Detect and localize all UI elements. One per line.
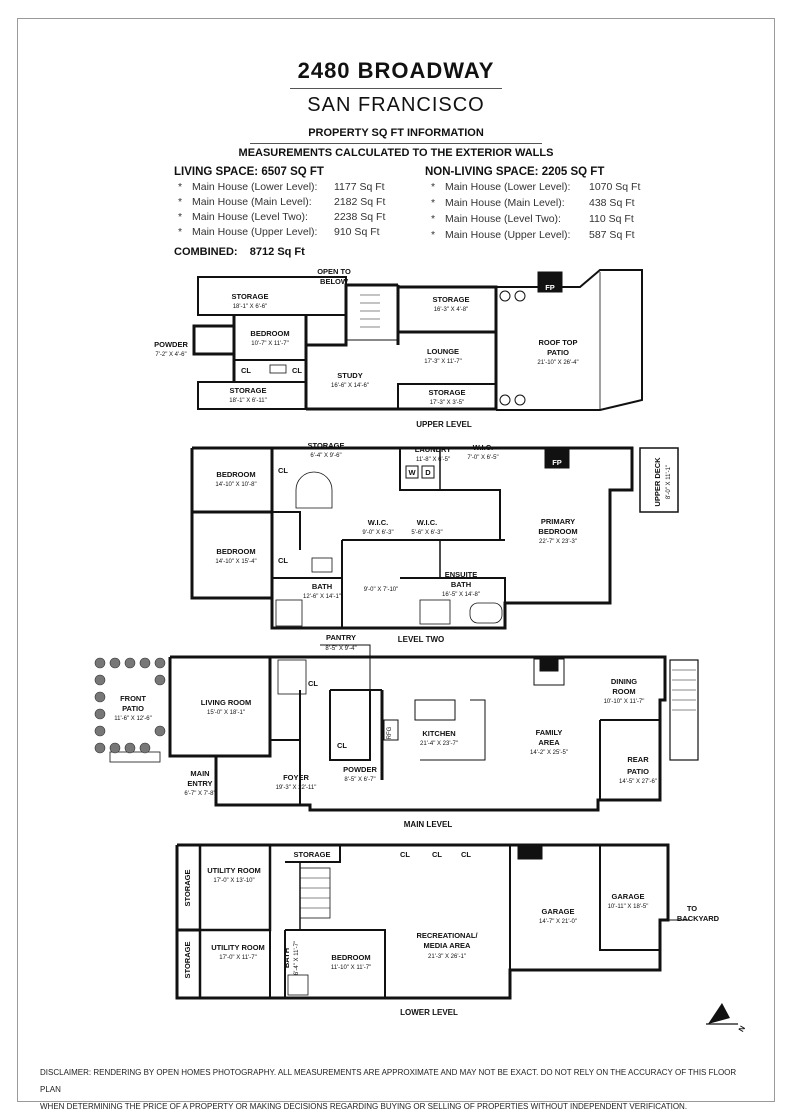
room-label: W.I.C. — [416, 518, 438, 527]
room-label: PANTRY — [326, 633, 356, 642]
room-label: ENSUITE — [444, 570, 478, 579]
room-label: ENTRY — [187, 779, 213, 788]
room-label: BATH — [282, 947, 291, 969]
living-row-value: 910 Sq Ft — [334, 226, 380, 238]
room-label: PATIO — [547, 348, 569, 357]
living-row-value: 2238 Sq Ft — [334, 211, 386, 223]
closet-label: CL — [278, 556, 288, 565]
closet-label: CL — [241, 366, 251, 375]
non-living-row-label: Main House (Main Level): — [445, 197, 565, 209]
room-label: POWDER — [154, 340, 188, 349]
living-row-value: 2182 Sq Ft — [334, 196, 386, 208]
room-label: W.I.C. — [367, 518, 389, 527]
room-dimensions: 17'-3" X 11'-7" — [424, 359, 462, 365]
disclaimer-line: WHEN DETERMINING THE PRICE OF A PROPERTY OR MAKING DECISIONS REGARDING BUYING OR SELLING OF PROPERTIES WITHOUT INDEPENDENT VERIFICATION. — [40, 1102, 688, 1111]
room-dimensions: 17'-3" X 3'-5" — [429, 400, 465, 406]
section-title: PROPERTY SQ FT INFORMATION — [308, 127, 484, 139]
level-two-plan — [192, 448, 678, 628]
room-label: LIVING ROOM — [200, 698, 252, 707]
room-label: GARAGE — [541, 907, 575, 916]
room-dimensions: 17'-0" X 11'-7" — [219, 955, 257, 961]
non-living-row-value: 438 Sq Ft — [589, 197, 635, 209]
room-dimensions: 8'-5" X 9'-4" — [325, 646, 357, 652]
room-dimensions: 8'-5" X 6'-7" — [344, 777, 376, 783]
room-dimensions: 22'-7" X 23'-3" — [539, 539, 577, 545]
room-label: FAMILY — [535, 728, 563, 737]
living-space-heading: LIVING SPACE: 6507 SQ FT — [174, 166, 324, 178]
bullet: * — [431, 181, 436, 193]
stair-outline — [278, 660, 306, 694]
room-label: BACKYARD — [676, 914, 720, 923]
room-label: FRONT — [120, 694, 146, 703]
level-label: UPPER LEVEL — [416, 420, 472, 429]
combined-value: 8712 Sq Ft — [249, 246, 305, 258]
room-dimensions: 11'-10" X 11'-7" — [330, 965, 372, 971]
room-dimensions: 21'-10" X 26'-4" — [537, 360, 579, 366]
non-living-row-label: Main House (Level Two): — [445, 213, 561, 225]
room-label: OPEN TO — [317, 267, 351, 276]
room-dimensions: 6'-4" X 9'-6" — [310, 453, 342, 459]
room-label: UTILITY ROOM — [207, 866, 261, 875]
room-label: AREA — [538, 738, 560, 747]
room-label: W.I.C. — [472, 443, 494, 452]
closet-label: CL — [461, 850, 471, 859]
room-dimensions: 16'-5" X 14'-8" — [442, 592, 480, 598]
room-dimensions: 12'-6" X 14'-1" — [303, 594, 341, 600]
room-label: FOYER — [283, 773, 309, 782]
room-label: DINING — [610, 677, 638, 686]
room-dimensions: 11'-6" X 12'-6" — [114, 716, 152, 722]
living-row-label: Main House (Upper Level): — [192, 226, 318, 238]
room-label: STORAGE — [307, 441, 345, 450]
room-dimensions: 14'-7" X 21'-0" — [539, 919, 577, 925]
dryer-label: D — [425, 468, 431, 477]
room-dimensions: 6'-7" X 7'-8" — [184, 791, 216, 797]
stair-outline — [300, 868, 330, 918]
fridge-label: RFG — [387, 726, 393, 740]
fireplace-label: FP — [552, 458, 562, 467]
room-label: MEDIA AREA — [423, 941, 471, 950]
bullet: * — [178, 211, 183, 223]
room-dimensions: 16'-6" X 14'-6" — [331, 383, 369, 389]
shower-icon — [276, 600, 302, 626]
closet-label: CL — [308, 679, 318, 688]
living-row-label: Main House (Lower Level): — [192, 181, 318, 193]
room-label: KITCHEN — [422, 729, 456, 738]
room-dimensions: 14'-5" X 27'-6" — [619, 779, 657, 785]
room-label: BEDROOM — [250, 329, 290, 338]
disclaimer — [40, 1064, 755, 1115]
room-dimensions: 19'-3" X 22'-11" — [275, 785, 317, 791]
washer-label: W — [408, 468, 416, 477]
room-label: TO — [686, 904, 698, 913]
room-label: STORAGE — [231, 292, 269, 301]
closet-label: CL — [432, 850, 442, 859]
room-dimensions: 9'-0" X 6'-3" — [362, 530, 394, 536]
room-dimensions: 6'-4" X 11'-7" — [294, 940, 300, 976]
non-living-row-label: Main House (Lower Level): — [445, 181, 571, 193]
room-dimensions: 16'-3" X 4'-8" — [433, 307, 469, 313]
room-dimensions: 18'-1" X 6'-11" — [229, 398, 267, 404]
room-dimensions: 7'-2" X 4'-6" — [155, 352, 187, 358]
combined-label: COMBINED: — [174, 246, 238, 258]
level-label: LEVEL TWO — [397, 635, 445, 644]
north-arrow-icon — [706, 1003, 738, 1024]
room-dimensions: 10'-10" X 11'-7" — [603, 699, 645, 705]
shower-icon — [420, 600, 450, 624]
room-label: LOUNGE — [426, 347, 460, 356]
non-living-row-value: 587 Sq Ft — [589, 229, 635, 241]
room-dimensions: 5'-6" X 6'-3" — [411, 530, 443, 536]
room-label: BEDROOM — [216, 547, 256, 556]
fireplace-label: FP — [545, 283, 555, 292]
room-label: BEDROOM — [216, 470, 256, 479]
room-label: UPPER DECK — [653, 457, 662, 507]
room-label: ROOF TOP — [538, 338, 578, 347]
non-living-row-value: 110 Sq Ft — [589, 213, 634, 225]
room-label: RECREATIONAL/ — [416, 931, 478, 940]
room-label: ROOM — [612, 687, 636, 696]
room-dimensions: 9'-0" X 7'-10" — [363, 587, 399, 593]
closet-label: CL — [278, 466, 288, 475]
closet-label: CL — [292, 366, 302, 375]
room-label: REAR — [627, 755, 649, 764]
room-label: LAUNDRY — [414, 445, 452, 454]
room-label: STUDY — [337, 371, 363, 380]
room-label: PRIMARY — [540, 517, 576, 526]
level-label: MAIN LEVEL — [403, 820, 453, 829]
bathtub-icon — [470, 603, 502, 623]
room-dimensions: 10'-11" X 18'-5" — [607, 904, 649, 910]
room-dimensions: 18'-1" X 6'-6" — [232, 304, 268, 310]
room-label: BATH — [450, 580, 472, 589]
room-label: STORAGE — [428, 388, 466, 397]
bullet: * — [431, 197, 436, 209]
bullet: * — [431, 229, 436, 241]
room-label: PATIO — [627, 767, 649, 776]
living-row-label: Main House (Level Two): — [192, 211, 308, 223]
room-label: STORAGE — [183, 941, 192, 979]
room-dimensions: 14'-10" X 15'-4" — [215, 559, 257, 565]
stair-outline — [346, 285, 398, 340]
bullet: * — [178, 196, 183, 208]
disclaimer-line: DISCLAIMER: RENDERING BY OPEN HOMES PHOTOGRAPHY. ALL MEASUREMENTS ARE APPROXIMATE AND MAY NOT BE EXACT. DO NOT RELY ON THE ACCURACY OF THIS FLOOR PLAN — [40, 1068, 737, 1094]
non-living-row-label: Main House (Upper Level): — [445, 229, 571, 241]
shower-icon — [288, 975, 308, 995]
room-dimensions: 11'-8" X 6'-5" — [415, 457, 451, 463]
non-living-row-value: 1070 Sq Ft — [589, 181, 641, 193]
room-dimensions: 17'-0" X 13'-10" — [213, 878, 255, 884]
closet-label: CL — [337, 741, 347, 750]
measurement-note: MEASUREMENTS CALCULATED TO THE EXTERIOR WALLS — [238, 147, 554, 159]
spiral-stair-icon — [296, 472, 332, 508]
north-label: N — [736, 1024, 748, 1034]
bullet: * — [431, 213, 436, 225]
bullet: * — [178, 181, 183, 193]
room-label: STORAGE — [293, 850, 331, 859]
room-dimensions: 10'-7" X 11'-7" — [251, 341, 289, 347]
room-label: MAIN — [190, 769, 210, 778]
fireplace-label: FP — [544, 663, 554, 672]
room-dimensions: 7'-0" X 6'-5" — [467, 455, 499, 461]
room-label: PATIO — [122, 704, 144, 713]
living-row-value: 1177 Sq Ft — [334, 181, 385, 193]
room-label: BATH — [311, 582, 333, 591]
property-title: 2480 BROADWAY — [297, 58, 495, 83]
room-label: UTILITY ROOM — [211, 943, 265, 952]
room-dimensions: 21'-4" X 23'-7" — [420, 741, 458, 747]
living-row-label: Main House (Main Level): — [192, 196, 312, 208]
fireplace-icon — [518, 845, 542, 859]
room-dimensions: 15'-0" X 18'-1" — [207, 710, 245, 716]
level-label: LOWER LEVEL — [400, 1008, 458, 1017]
room-dimensions: 14'-2" X 25'-5" — [530, 750, 568, 756]
property-city: SAN FRANCISCO — [307, 94, 485, 116]
room-label: POWDER — [343, 765, 377, 774]
room-label: GARAGE — [611, 892, 645, 901]
room-dimensions: 8'-0" X 11'-1" — [666, 464, 672, 500]
room-label: BEDROOM — [331, 953, 371, 962]
powder-room-outline — [194, 326, 234, 354]
room-label: STORAGE — [432, 295, 470, 304]
non-living-space-heading: NON-LIVING SPACE: 2205 SQ FT — [425, 166, 605, 178]
closet-label: CL — [400, 850, 410, 859]
room-label: BELOW — [320, 277, 348, 286]
room-label: STORAGE — [229, 386, 267, 395]
room-label: STORAGE — [183, 869, 192, 907]
kitchen-island-icon — [415, 700, 455, 720]
bullet: * — [178, 226, 183, 238]
room-label: BEDROOM — [538, 527, 578, 536]
room-dimensions: 21'-3" X 26'-1" — [428, 954, 466, 960]
room-dimensions: 14'-10" X 10'-8" — [215, 482, 257, 488]
